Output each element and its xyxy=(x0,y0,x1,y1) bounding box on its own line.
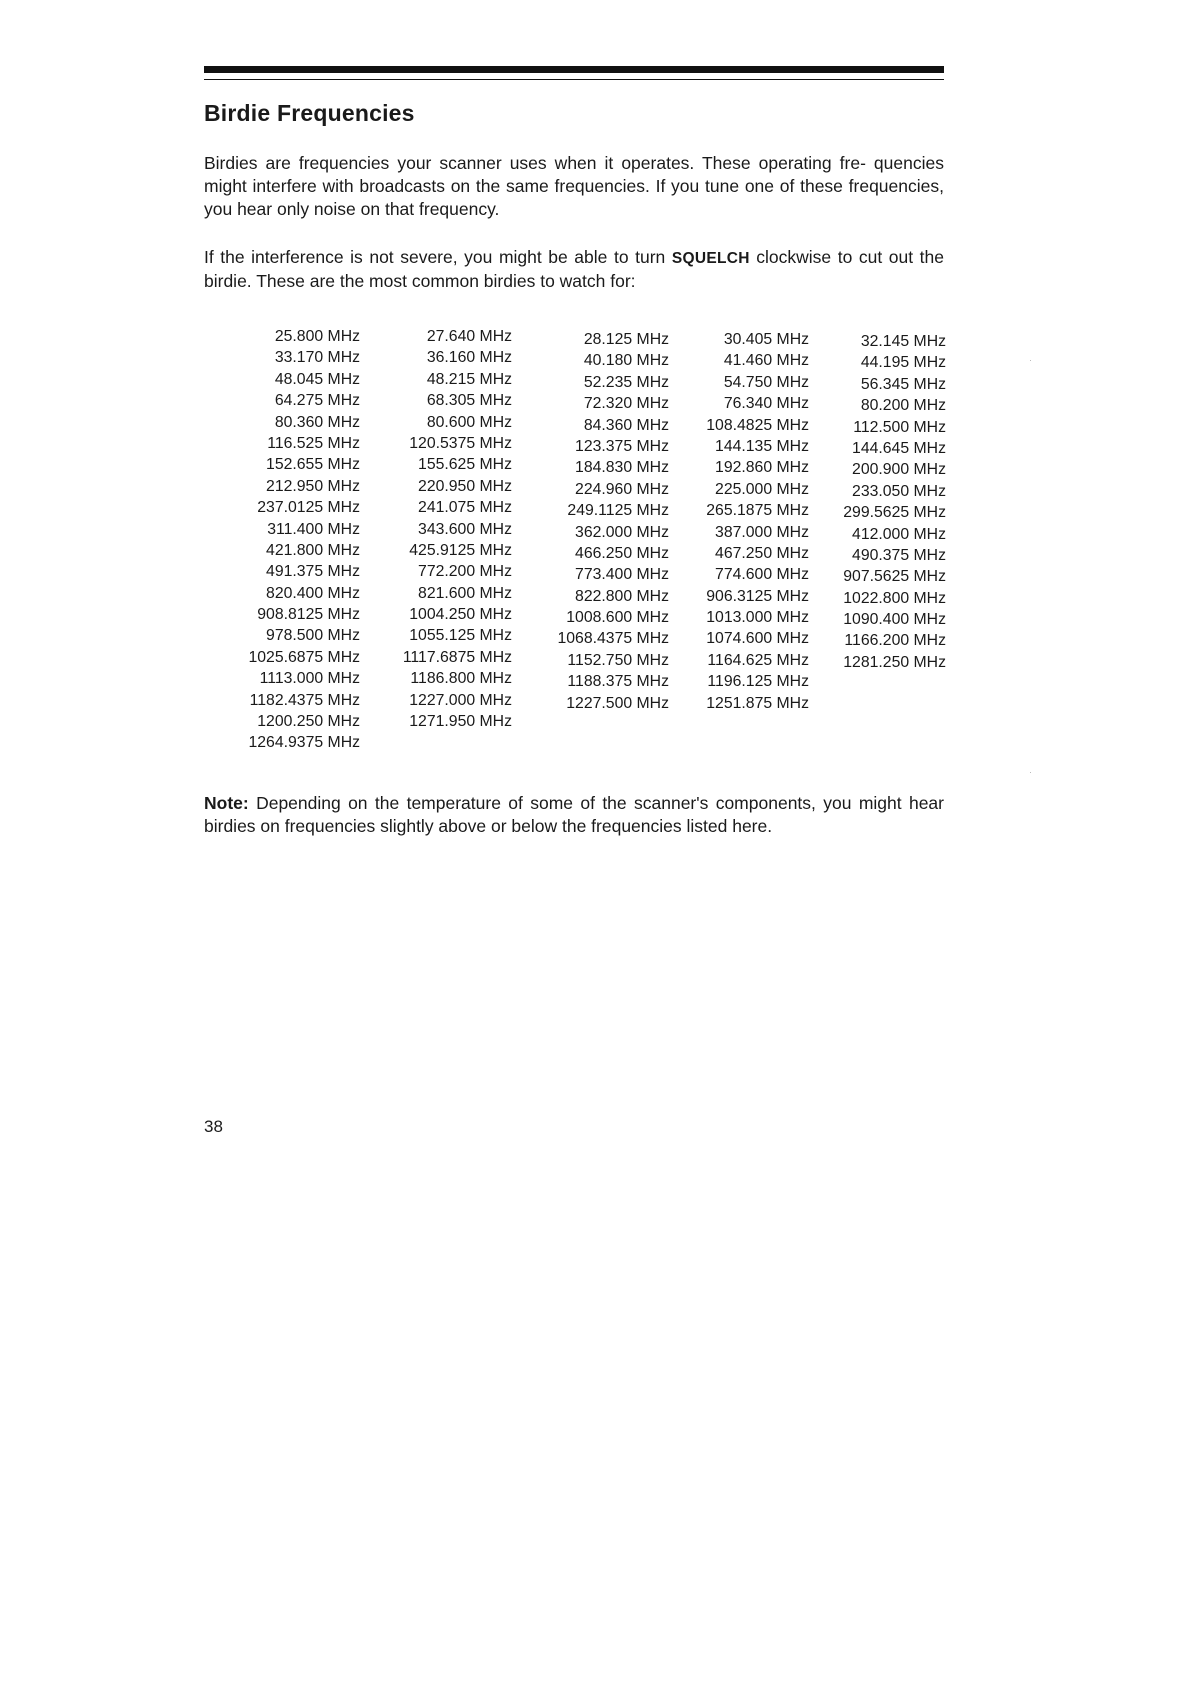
frequency-value: 64.275 MHz xyxy=(274,392,360,410)
squelch-keyword: SQUELCH xyxy=(671,250,750,267)
frequency-value: 1022.800 MHz xyxy=(843,589,946,607)
frequency-value: 52.235 MHz xyxy=(583,373,669,391)
frequency-value: 112.500 MHz xyxy=(853,418,946,436)
frequency-value: 56.345 MHz xyxy=(860,375,946,393)
scan-speck xyxy=(1030,360,1031,361)
frequency-value: 84.360 MHz xyxy=(583,416,669,434)
frequency-value: 421.800 MHz xyxy=(266,541,360,559)
frequency-column-2 xyxy=(403,326,512,732)
frequency-value: 1264.9375 MHz xyxy=(248,734,360,752)
frequency-value: 343.600 MHz xyxy=(418,520,512,538)
frequency-value: 30.405 MHz xyxy=(723,331,809,348)
frequency-value: 80.600 MHz xyxy=(426,413,512,431)
frequency-value: 32.145 MHz xyxy=(860,333,946,350)
frequency-value: 76.340 MHz xyxy=(723,395,809,413)
frequency-value: 822.800 MHz xyxy=(575,587,669,605)
frequency-value: 36.160 MHz xyxy=(426,349,512,367)
frequency-value: 200.900 MHz xyxy=(852,461,946,479)
frequency-value: 72.320 MHz xyxy=(583,395,669,413)
note-label: Note: xyxy=(204,793,249,813)
frequency-value: 466.250 MHz xyxy=(575,544,669,562)
frequency-value: 467.250 MHz xyxy=(715,544,809,562)
frequency-value: 220.950 MHz xyxy=(418,477,512,495)
frequency-value: 80.360 MHz xyxy=(274,413,360,431)
frequency-column-4 xyxy=(706,329,809,714)
frequency-value: 33.170 MHz xyxy=(274,349,360,367)
frequency-value: 28.125 MHz xyxy=(583,331,669,348)
frequency-value: 116.525 MHz xyxy=(267,434,360,452)
note-text: Depending on the temperature of some of the scanner's components, you might hear birdies on frequencies slightly above or below the frequencies listed here. xyxy=(204,793,944,836)
frequency-value: 108.4825 MHz xyxy=(706,416,809,434)
frequency-value: 490.375 MHz xyxy=(852,546,946,564)
frequency-value: 1090.400 MHz xyxy=(843,611,946,629)
frequency-value: 1055.125 MHz xyxy=(409,627,512,645)
frequency-value: 144.135 MHz xyxy=(715,437,809,455)
frequency-value: 1188.375 MHz xyxy=(567,673,669,691)
frequency-value: 1200.250 MHz xyxy=(257,713,360,731)
frequency-value: 212.950 MHz xyxy=(266,477,360,495)
frequency-value: 1166.200 MHz xyxy=(844,632,946,650)
header-rule-thick xyxy=(204,66,944,73)
frequency-value: 1113.000 MHz xyxy=(259,670,360,688)
frequency-value: 412.000 MHz xyxy=(852,525,946,543)
frequency-value: 25.800 MHz xyxy=(274,328,360,345)
frequency-column-3 xyxy=(557,329,669,714)
frequency-value: 237.0125 MHz xyxy=(257,499,360,517)
frequency-value: 906.3125 MHz xyxy=(706,587,809,605)
frequency-column-5 xyxy=(843,331,946,673)
frequency-value: 1117.6875 MHz xyxy=(402,648,512,666)
frequency-value: 491.375 MHz xyxy=(266,563,360,581)
frequency-value: 120.5375 MHz xyxy=(409,434,512,452)
frequency-value: 1271.950 MHz xyxy=(409,713,512,731)
squelch-paragraph-after: clockwise to cut out the birdie. These are the most common birdies to watch for: xyxy=(204,247,944,291)
frequency-value: 425.9125 MHz xyxy=(409,541,512,559)
frequency-value: 1004.250 MHz xyxy=(409,606,512,624)
frequency-value: 1196.125 MHz xyxy=(707,673,809,691)
frequency-value: 233.050 MHz xyxy=(852,482,946,500)
frequency-value: 1068.4375 MHz xyxy=(557,630,669,648)
frequency-value: 144.645 MHz xyxy=(852,439,946,457)
frequency-value: 241.075 MHz xyxy=(418,499,512,517)
frequency-value: 41.460 MHz xyxy=(723,352,809,370)
frequency-value: 44.195 MHz xyxy=(860,354,946,372)
frequency-value: 299.5625 MHz xyxy=(843,504,946,522)
frequency-value: 1227.000 MHz xyxy=(409,691,512,709)
frequency-value: 123.375 MHz xyxy=(575,437,669,455)
frequency-value: 1251.875 MHz xyxy=(706,694,809,712)
frequency-value: 908.8125 MHz xyxy=(257,606,360,624)
frequency-value: 362.000 MHz xyxy=(575,523,669,541)
frequency-value: 1164.625 MHz xyxy=(707,651,809,669)
frequency-value: 1227.500 MHz xyxy=(566,694,669,712)
frequency-value: 40.180 MHz xyxy=(583,352,669,370)
intro-paragraph: Birdies are frequencies your scanner uses when it operates. These operating fre- quencies might interfere with broadcasts on the same frequencies. If you tune one of these frequencies, you hear only noise on that frequency. xyxy=(204,153,944,219)
frequency-value: 249.1125 MHz xyxy=(567,502,669,520)
page-title: Birdie Frequencies xyxy=(204,100,415,126)
frequency-value: 48.215 MHz xyxy=(426,370,512,388)
scan-speck xyxy=(1030,772,1031,773)
frequency-value: 1013.000 MHz xyxy=(706,609,809,627)
frequency-value: 311.400 MHz xyxy=(267,520,360,538)
frequency-value: 1008.600 MHz xyxy=(566,609,669,627)
frequency-column-1 xyxy=(248,326,360,754)
frequency-value: 387.000 MHz xyxy=(715,523,809,541)
frequency-value: 155.625 MHz xyxy=(418,456,512,474)
frequency-value: 821.600 MHz xyxy=(418,584,512,602)
frequency-value: 152.655 MHz xyxy=(266,456,360,474)
frequency-value: 225.000 MHz xyxy=(715,480,809,498)
frequency-value: 27.640 MHz xyxy=(426,328,512,345)
frequency-value: 772.200 MHz xyxy=(418,563,512,581)
frequency-value: 1182.4375 MHz xyxy=(249,691,360,709)
squelch-paragraph xyxy=(204,246,944,293)
frequency-value: 184.830 MHz xyxy=(575,459,669,477)
frequency-value: 80.200 MHz xyxy=(860,397,946,415)
frequency-value: 48.045 MHz xyxy=(274,370,360,388)
frequency-value: 192.860 MHz xyxy=(715,459,809,477)
frequency-value: 1281.250 MHz xyxy=(843,653,946,671)
note-paragraph xyxy=(204,792,944,838)
frequency-value: 774.600 MHz xyxy=(715,566,809,584)
squelch-paragraph-before: If the interference is not severe, you might be able to turn xyxy=(204,247,672,267)
frequency-value: 978.500 MHz xyxy=(266,627,360,645)
frequency-value: 68.305 MHz xyxy=(426,392,512,410)
frequency-value: 1152.750 MHz xyxy=(567,651,669,669)
frequency-value: 1186.800 MHz xyxy=(410,670,512,688)
frequency-value: 1074.600 MHz xyxy=(706,630,809,648)
frequency-value: 820.400 MHz xyxy=(266,584,360,602)
frequency-value: 265.1875 MHz xyxy=(706,502,809,520)
header-rule-thin xyxy=(204,79,944,80)
frequency-value: 773.400 MHz xyxy=(575,566,669,584)
frequency-value: 224.960 MHz xyxy=(575,480,669,498)
page-number: 38 xyxy=(204,1117,223,1136)
frequency-value: 1025.6875 MHz xyxy=(248,648,360,666)
frequency-value: 907.5625 MHz xyxy=(843,568,946,586)
frequency-value: 54.750 MHz xyxy=(723,373,809,391)
